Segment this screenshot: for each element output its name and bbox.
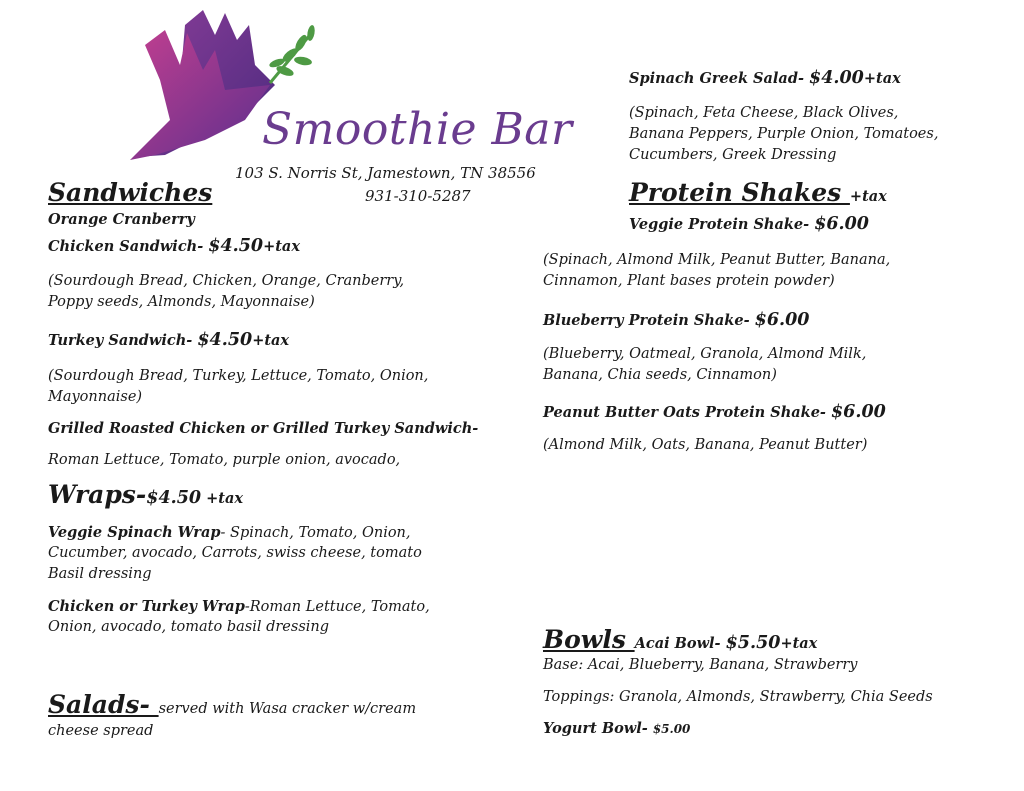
wraps-title: Wraps- (48, 480, 147, 509)
item-name: Veggie Spinach Wrap (48, 524, 221, 541)
item-name: Chicken or Turkey Wrap (48, 598, 245, 615)
salads-desc: served with Wasa cracker w/cream (158, 701, 417, 717)
item-tax: +tax (263, 238, 300, 255)
item-description: Basil dressing (48, 566, 152, 582)
item-description: (Spinach, Almond Milk, Peanut Butter, Banana, (543, 252, 891, 268)
item-name: Yogurt Bowl- (543, 720, 653, 737)
chicken-wrap-item (48, 598, 430, 615)
salads-title: Salads- (48, 690, 159, 719)
item-price: $4.00 (809, 68, 864, 88)
address: 103 S. Norris St, Jamestown, TN 38556 (235, 164, 536, 182)
item-name: Spinach Greek Salad- (629, 70, 810, 87)
acai-base: Base: Acai, Blueberry, Banana, Strawberry (543, 657, 858, 673)
item-description: Cucumber, avocado, Carrots, swiss cheese, tomato (48, 545, 422, 561)
salads-desc-2: cheese spread (48, 723, 154, 739)
acai-toppings: Toppings: Granola, Almonds, Strawberry, Chia Seeds (543, 689, 933, 705)
greek-salad-item (629, 68, 901, 88)
item-name: Veggie Protein Shake- (629, 216, 815, 233)
item-description: -Roman Lettuce, Tomato, (244, 599, 430, 615)
grilled-sandwich-item: Grilled Roasted Chicken or Grilled Turkey Sandwich- (48, 420, 479, 437)
acai-tax: +tax (780, 635, 818, 652)
wraps-heading (48, 480, 243, 509)
sandwiches-heading: Sandwiches (48, 178, 213, 207)
protein-tax: +tax (849, 188, 887, 205)
item-tax: +tax (252, 332, 290, 349)
pb-shake-item (543, 402, 886, 422)
wraps-tax: +tax (201, 490, 244, 507)
item-price: $4.50 (197, 330, 253, 350)
acai-name: Acai Bowl- (634, 635, 726, 652)
item-description: (Blueberry, Oatmeal, Granola, Almond Milk, (543, 346, 867, 362)
item-description: - Spinach, Tomato, Onion, (220, 525, 411, 541)
item-description: Onion, avocado, tomato basil dressing (48, 619, 330, 635)
item-price: $4.50 (208, 236, 264, 256)
turkey-sandwich-item (48, 330, 289, 350)
acai-price: $5.50 (725, 633, 781, 653)
item-description: Cinnamon, Plant bases protein powder) (543, 273, 835, 289)
item-description: Roman Lettuce, Tomato, purple onion, avocado, (48, 452, 401, 468)
item-tax: +tax (863, 70, 901, 87)
orange-cranberry-label: Orange Cranberry (48, 211, 195, 228)
phone: 931-310-5287 (365, 187, 471, 205)
blueberry-shake-item (543, 310, 809, 330)
wraps-price: $4.50 (146, 488, 202, 508)
protein-title: Protein Shakes (629, 178, 850, 207)
item-price: $6.00 (754, 310, 810, 330)
protein-shakes-heading (629, 178, 887, 207)
item-description: Banana Peppers, Purple Onion, Tomatoes, (629, 126, 939, 142)
item-name: Blueberry Protein Shake- (543, 312, 755, 329)
item-price: $6.00 (814, 214, 869, 234)
yogurt-bowl-item (543, 720, 690, 737)
item-name: Peanut Butter Oats Protein Shake- (543, 404, 831, 421)
bowls-title: Bowls (543, 625, 635, 654)
veggie-wrap-item (48, 524, 411, 541)
item-description: Mayonnaise) (48, 389, 143, 405)
veggie-shake-item (629, 214, 869, 234)
item-description: Banana, Chia seeds, Cinnamon) (543, 367, 777, 383)
item-description: Poppy seeds, Almonds, Mayonnaise) (48, 294, 315, 310)
brand-name: Smoothie Bar (262, 104, 573, 155)
item-description: (Spinach, Feta Cheese, Black Olives, (629, 105, 899, 121)
item-name: Turkey Sandwich- (48, 332, 198, 349)
salads-heading (48, 690, 416, 719)
chicken-sandwich-item (48, 236, 300, 256)
item-price: $5.00 (652, 722, 691, 736)
item-description: (Almond Milk, Oats, Banana, Peanut Butter) (543, 437, 868, 453)
item-price: $6.00 (831, 402, 886, 422)
bowls-heading (543, 625, 817, 654)
item-description: (Sourdough Bread, Chicken, Orange, Cranberry, (48, 273, 405, 289)
item-name: Chicken Sandwich- (48, 238, 209, 255)
item-description: (Sourdough Bread, Turkey, Lettuce, Tomato, Onion, (48, 368, 429, 384)
item-description: Cucumbers, Greek Dressing (629, 147, 837, 163)
